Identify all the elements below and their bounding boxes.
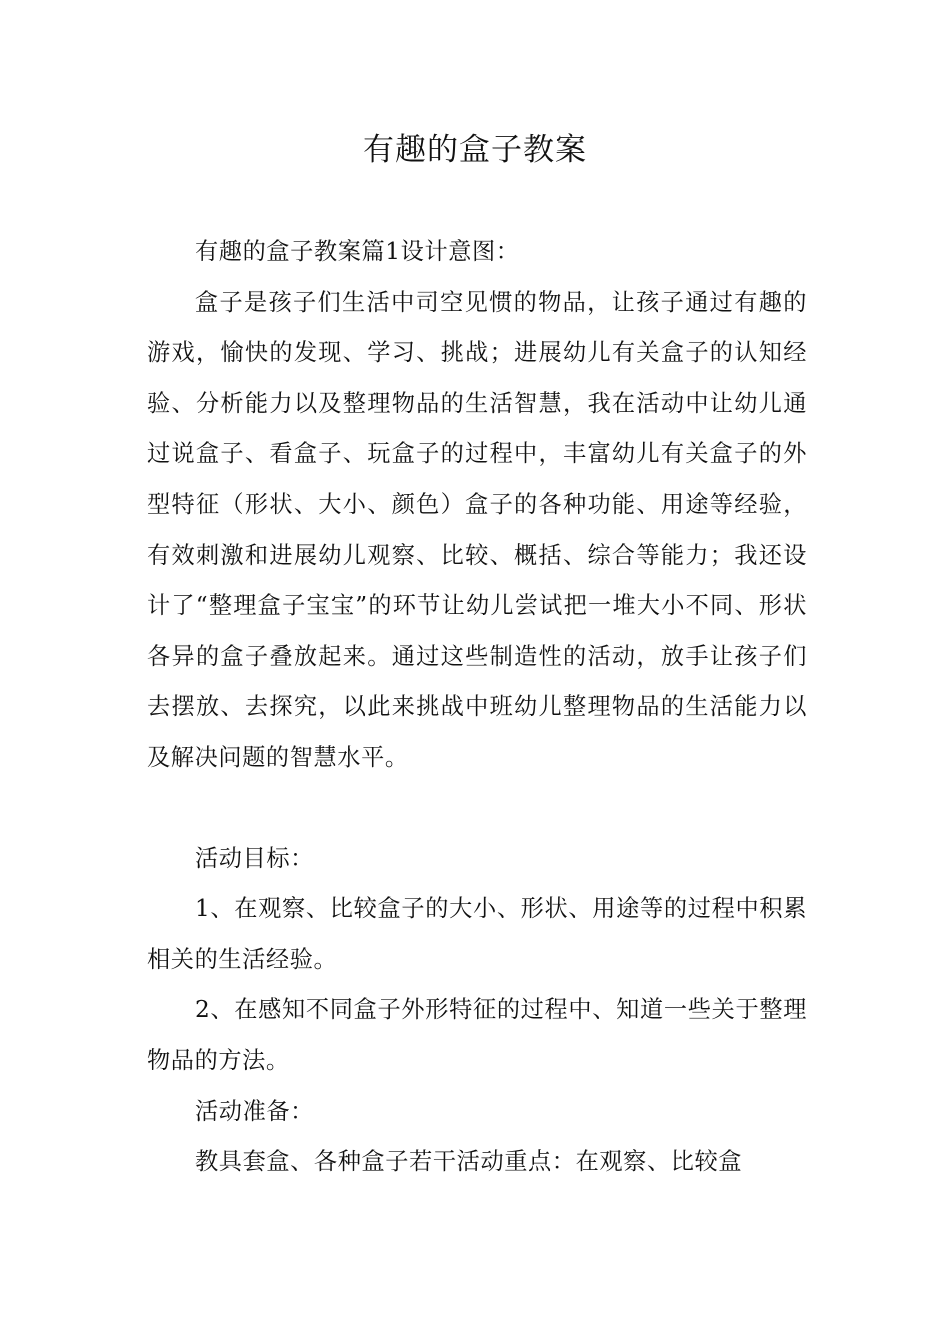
design-intent-paragraph: 盒子是孩子们生活中司空见惯的物品，让孩子通过有趣的游戏，愉快的发现、学习、挑战；进展幼儿有关盒子的认知经验、分析能力以及整理物品的生活智慧，我在活动中让幼儿通过说盒子、看盒子、玩盒子的过程中，丰富幼儿有关盒子的外型特征（形状、大小、颜色）盒子的各种功能、用途等经验，有效刺激和进展幼儿观察、比较、概括、综合等能力；我还设计了“整理盒子宝宝”的环节让幼儿尝试把一堆大小不同、形状各异的盒子叠放起来。通过这些制造性的活动，放手让孩子们去摆放、去探究，以此来挑战中班幼儿整理物品的生活能力以及解决问题的智慧水平。	[147, 288, 807, 771]
objective-item-1: 1、在观察、比较盒子的大小、形状、用途等的过程中积累相关的生活经验。	[147, 895, 807, 973]
section-heading-objectives: 活动目标：	[195, 844, 314, 872]
document-body	[147, 227, 807, 1188]
paragraph-spacer	[147, 784, 807, 834]
preparation-paragraph: 教具套盒、各种盒子若干活动重点：在观察、比较盒	[195, 1148, 743, 1176]
section-heading-preparation: 活动准备：	[195, 1097, 314, 1125]
document-title: 有趣的盒子教案	[363, 132, 587, 168]
section-heading-design-intent: 有趣的盒子教案篇1设计意图：	[195, 238, 520, 265]
objective-item-2: 2、在感知不同盒子外形特征的过程中、知道一些关于整理物品的方法。	[147, 996, 807, 1074]
